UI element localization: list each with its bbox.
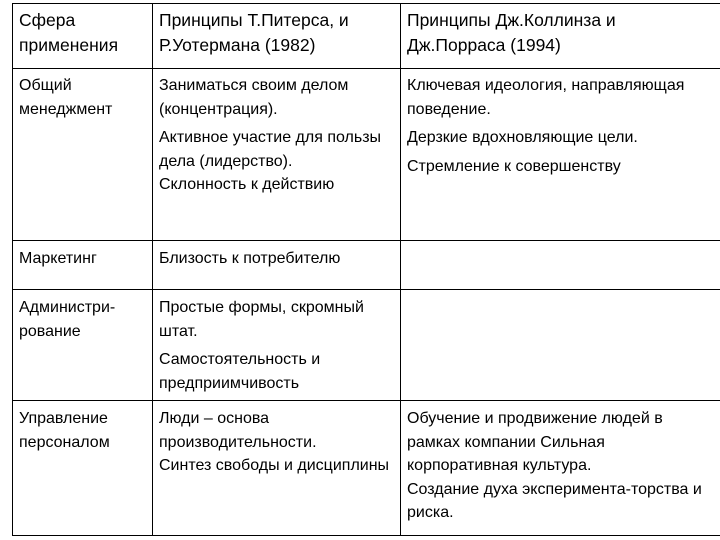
peters-principle: Заниматься своим делом (концентрация). bbox=[159, 77, 349, 118]
sphere-cell: Общий менеджмент bbox=[13, 69, 153, 241]
collins-principle: Дерзкие вдохновляющие цели. bbox=[407, 129, 638, 146]
peters-cell bbox=[153, 241, 401, 290]
table-row bbox=[13, 290, 720, 401]
collins-principle: Стремление к совершенству bbox=[407, 157, 621, 175]
sphere-cell: Администри-рование bbox=[13, 290, 153, 401]
peters-principle: Самостоятельность и предприимчивость bbox=[159, 351, 321, 392]
peters-cell bbox=[153, 69, 401, 241]
peters-principle: Близость к потребителю bbox=[159, 250, 341, 267]
collins-principle: Создание духа эксперимента-торства и риска. bbox=[407, 480, 702, 521]
peters-principle: Простые формы, скромный штат. bbox=[159, 299, 364, 340]
table-header-row bbox=[13, 4, 720, 69]
sphere-cell: Маркетинг bbox=[13, 241, 153, 290]
peters-principle: Синтез свободы и дисциплины bbox=[159, 457, 390, 474]
peters-principle: Активное участие для пользы дела (лидерство). bbox=[159, 129, 382, 170]
collins-cell bbox=[401, 69, 720, 241]
collins-cell-empty bbox=[401, 290, 720, 401]
principles-table bbox=[12, 3, 720, 536]
peters-principle: Склонность к действию bbox=[159, 176, 335, 193]
table-row bbox=[13, 69, 720, 241]
peters-principle: Люди – основа производительности. bbox=[159, 410, 317, 451]
header-cell-collins: Принципы Дж.Коллинза и Дж.Порраса (1994) bbox=[401, 4, 720, 69]
collins-cell bbox=[401, 401, 720, 536]
collins-cell-empty bbox=[401, 241, 720, 290]
collins-principle: Обучение и продвижение людей в рамках компании Сильная корпоративная культура. bbox=[407, 410, 663, 474]
sphere-cell: Управление персоналом bbox=[13, 401, 153, 536]
table-row bbox=[13, 241, 720, 290]
table-row bbox=[13, 401, 720, 536]
header-cell-sphere: Сфера применения bbox=[13, 4, 153, 69]
peters-cell bbox=[153, 401, 401, 536]
peters-cell bbox=[153, 290, 401, 401]
collins-principle: Ключевая идеология, направляющая поведение. bbox=[407, 77, 685, 118]
header-cell-peters: Принципы Т.Питерса, и Р.Уотермана (1982) bbox=[153, 4, 401, 69]
